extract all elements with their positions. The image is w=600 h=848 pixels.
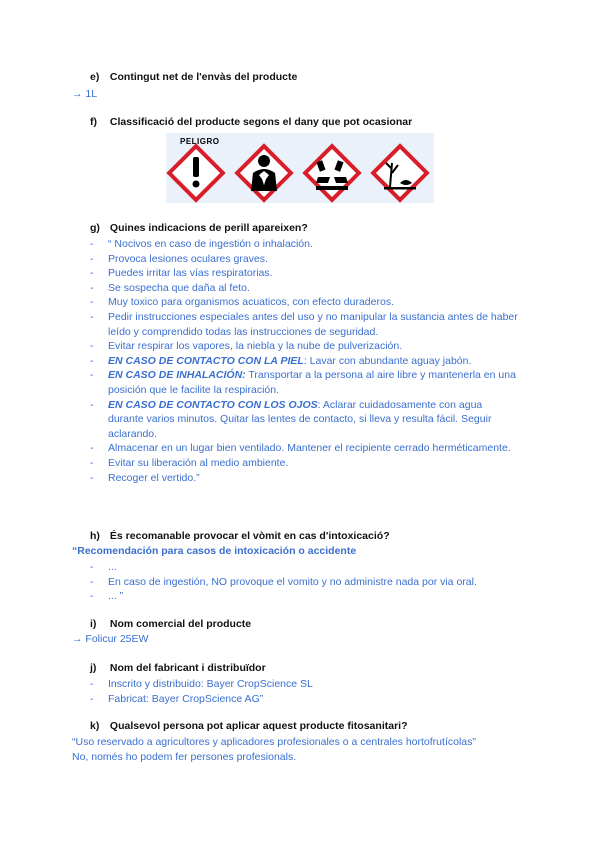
heading-j: j) Nom del fabricant i distribuïdor <box>90 662 266 674</box>
usage-quote: “Uso reservado a agricultores y aplicadores profesionales o a centrales hortofrutícolas” <box>72 736 476 748</box>
environment-icon <box>373 146 427 200</box>
heading-g: g) Quines indicacions de perill apareixen? <box>90 222 308 234</box>
ghs-pictograms <box>166 133 434 203</box>
heading-k: k) Qualsevol persona pot aplicar aquest producte fitosanitari? <box>90 720 408 732</box>
heading-i: i) Nom comercial del producte <box>90 618 252 630</box>
health-hazard-icon <box>237 146 291 200</box>
answer-k: No, només ho podem fer persones profesionals. <box>72 751 297 763</box>
list-item: - Evitar su liberación al medio ambiente. <box>90 456 289 469</box>
list-item: - En caso de ingestión, NO provoque el vomito y no administre nada por via oral. <box>90 575 477 588</box>
hazard-list <box>90 237 520 485</box>
recommendation-intro: “Recomendación para casos de intoxicación o accidente <box>72 545 357 557</box>
list-item: - Almacenar en un lugar bien ventilado. Mantener el recipiente cerrado herméticamente. <box>90 442 511 455</box>
corrosive-icon <box>305 146 359 200</box>
exclamation-mark-icon <box>169 146 223 200</box>
list-item: - Inscrito y distribuido: Bayer CropScience SL <box>90 678 313 690</box>
list-item: - EN CASO DE INHALACIÓN: Transportar a la persona al aire libre y mantenerla en una posición que le facilite la respiración. <box>90 369 516 396</box>
heading-h: h) És recomanable provocar el vòmit en cas d'intoxicació? <box>90 530 390 542</box>
list-item: - Evitar respirar los vapores, la niebla y la nube de pulverización. <box>90 340 403 353</box>
list-item: - Se sospecha que daña al feto. <box>90 281 250 294</box>
list-item: - Recoger el vertido.” <box>90 471 200 484</box>
signal-word: PELIGRO <box>180 137 220 146</box>
list-item: - Muy toxico para organismos acuaticos, con efecto duraderos. <box>90 296 394 309</box>
heading-f: f) Classificació del producte segons el dany que pot ocasionar <box>90 116 413 128</box>
list-item: - Provoca lesiones oculares graves. <box>90 252 268 265</box>
manufacturer-list <box>90 677 520 706</box>
list-item: - ... <box>90 561 117 573</box>
list-item: - Puedes irritar las vías respiratorias. <box>90 267 273 280</box>
list-item: - Fabricat: Bayer CropScience AG” <box>90 692 264 705</box>
answer-e: → 1L <box>72 88 98 100</box>
heading-e: e) Contingut net de l'envàs del producte <box>90 71 298 83</box>
list-item: - “ Nocivos en caso de ingestión o inhalación. <box>90 238 313 250</box>
list-item: - EN CASO DE CONTACTO CON LA PIEL: Lavar con abundante aguay jabón. <box>90 354 472 367</box>
answer-i: → Folicur 25EW <box>72 633 149 645</box>
list-item: - Pedir instrucciones especiales antes del uso y no manipular la sustancia antes de haber leído y comprendido todas las instrucciones de seguridad. <box>90 310 518 338</box>
recommendation-list <box>90 560 520 604</box>
list-item: - EN CASO DE CONTACTO CON LOS OJOS: Aclarar cuidadosamente con agua durante varios minutos. Quitar las lentes de contacto, si lleva y resulta fácil. Seguir aclarando. <box>90 398 492 440</box>
list-item: - ... ” <box>90 590 124 603</box>
